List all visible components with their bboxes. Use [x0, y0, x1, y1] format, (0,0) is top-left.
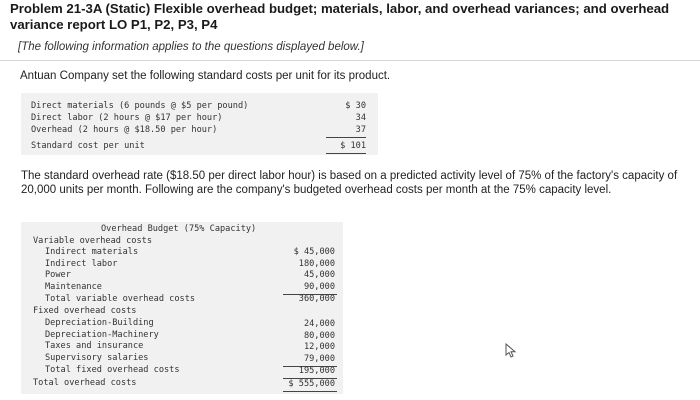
total-overhead-amount: $ 555,000	[288, 379, 335, 389]
standard-cost-amount: $ 101	[340, 141, 366, 151]
total-variable-amount: 360,000	[298, 294, 335, 304]
direct-materials-amount: $ 30	[345, 101, 366, 111]
direct-labor-label: Direct labor (2 hours @ $17 per hour)	[31, 113, 223, 123]
maintenance-amount: 90,000	[303, 281, 335, 292]
overhead-budget-table	[21, 222, 343, 394]
subtotal-underline	[326, 137, 366, 138]
indirect-labor-amount: 180,000	[298, 258, 335, 269]
indirect-materials-label: Indirect materials	[45, 247, 139, 257]
supervisory-salaries-label: Supervisory salaries	[45, 352, 149, 363]
variable-header: Variable overhead costs	[33, 235, 152, 246]
depreciation-building-label: Depreciation-Building	[45, 318, 154, 328]
overhead-label: Overhead (2 hours @ $18.50 per hour)	[31, 125, 218, 135]
overhead-amount: 37	[355, 125, 366, 135]
standard-cost-label: Standard cost per unit	[31, 141, 145, 151]
total-fixed-label: Total fixed overhead costs	[45, 365, 180, 375]
taxes-insurance-label: Taxes and insurance	[45, 341, 144, 351]
fixed-header: Fixed overhead costs	[33, 306, 137, 316]
power-label: Power	[45, 270, 71, 280]
mouse-pointer-icon	[505, 343, 517, 359]
total-overhead-label: Total overhead costs	[33, 378, 137, 388]
direct-labor-amount: 34	[355, 113, 366, 123]
total-variable-label: Total variable overhead costs	[45, 294, 196, 304]
power-amount: 45,000	[303, 270, 335, 280]
info-note: [The following information applies to the questions displayed below.]	[18, 41, 364, 53]
taxes-insurance-amount: 12,000	[303, 342, 335, 352]
indirect-materials-amount: $ 45,000	[293, 247, 335, 257]
direct-materials-label: Direct materials (6 pounds @ $5 per pound)	[31, 101, 249, 111]
total-fixed-amount: 195,000	[298, 366, 335, 376]
total-double-underline	[326, 153, 366, 154]
depreciation-building-amount: 24,000	[303, 319, 335, 329]
problem-title: Problem 21-3A (Static) Flexible overhead budget; materials, labor, and overhead variances; and overhead variance report LO P1, P2, P3, P4	[10, 1, 670, 32]
depreciation-machinery-label: Depreciation-Machinery	[45, 329, 159, 340]
standard-cost-table	[21, 93, 378, 155]
divider	[0, 60, 700, 61]
overhead-rate-paragraph: The standard overhead rate ($18.50 per direct labor hour) is based on a predicted activity level of 75% of the factory's capacity of 20,000 units per month. Following are the company's budgeted overhead costs per month at the 75% capacity level.	[21, 170, 678, 196]
indirect-labor-label: Indirect labor	[45, 258, 118, 269]
depreciation-machinery-amount: 80,000	[303, 330, 335, 341]
grand-total-underline	[283, 391, 337, 392]
supervisory-salaries-amount: 79,000	[303, 353, 335, 364]
maintenance-label: Maintenance	[45, 281, 102, 292]
intro-text: Antuan Company set the following standard costs per unit for its product.	[20, 70, 391, 82]
budget-title: Overhead Budget (75% Capacity)	[101, 224, 257, 234]
